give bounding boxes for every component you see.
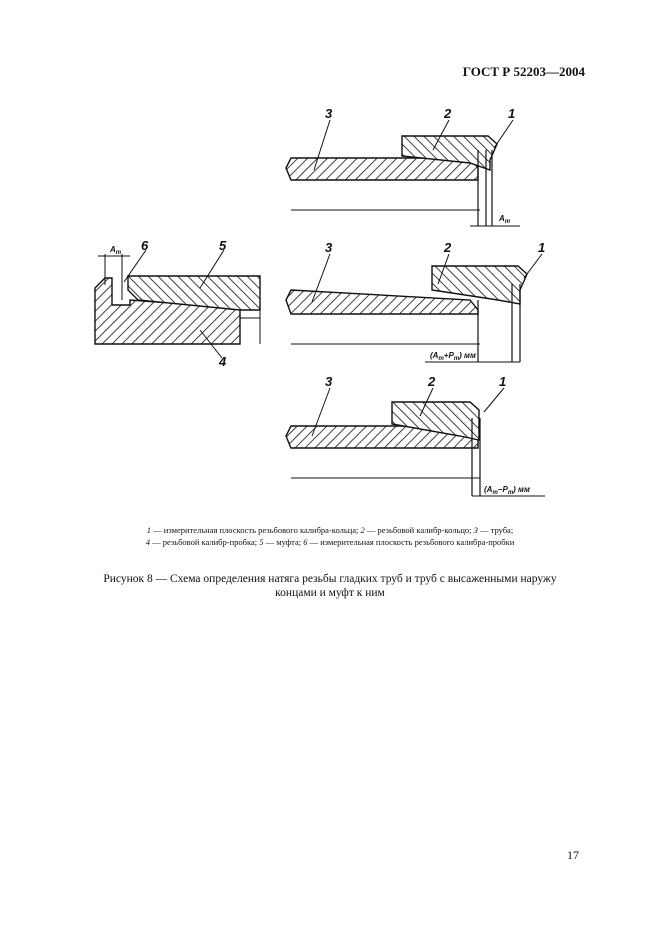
label-1: 1 [538,240,546,255]
label-3: 3 [325,374,333,389]
legend-text-3: — труба; [477,525,514,535]
label-3: 3 [325,106,333,121]
legend-text-1: — измерительная плоскость резьбового калибра-кольца; [151,525,361,535]
label-3: 3 [325,240,333,255]
legend-num-4: 4 [145,537,150,547]
label-5: 5 [219,238,227,253]
dim-label-bottom: $(A_т-P_т)$ мм [484,485,530,496]
view-bottom-right [286,374,545,496]
legend-num-2: 2 [360,525,365,535]
figure-legend [90,524,570,548]
view-top-right [286,106,520,226]
legend-text-2: — резьбовой калибр-кольцо; [364,525,474,535]
label-1: 1 [508,106,516,121]
dim-label-middle: $(A_т+P_т)$ мм [430,351,476,362]
label-6: 6 [141,238,149,253]
dim-label-top: $A_т$ [499,214,511,225]
label-2: 2 [444,240,452,255]
label-2: 2 [428,374,436,389]
view-middle-right [286,240,545,362]
dim-label-left: $A_т$ [110,245,122,256]
legend-num-6: 6 [303,537,308,547]
legend-num-1: 1 [146,525,152,535]
legend-text-4: — резьбовой калибр-пробка; [149,537,260,547]
figure-caption-line1: Рисунок 8 — Схема определения натяга резьбы гладких труб и труб с высаженными наружу [103,573,557,585]
label-4: 4 [219,354,227,369]
page-number: 17 [567,848,579,862]
document-id-header: ГОСТ Р 52203—2004 [462,64,585,79]
label-2: 2 [444,106,452,121]
legend-num-3: 3 [473,525,478,535]
figure-caption-line2: концами и муфт к ним [275,587,385,599]
figure-caption [90,572,570,600]
legend-text-5: — муфта; [263,537,304,547]
view-left [95,238,260,369]
label-1: 1 [499,374,507,389]
legend-text-6: — измерительная плоскость резьбового калибра-пробки [307,537,515,547]
legend-num-5: 5 [259,537,264,547]
